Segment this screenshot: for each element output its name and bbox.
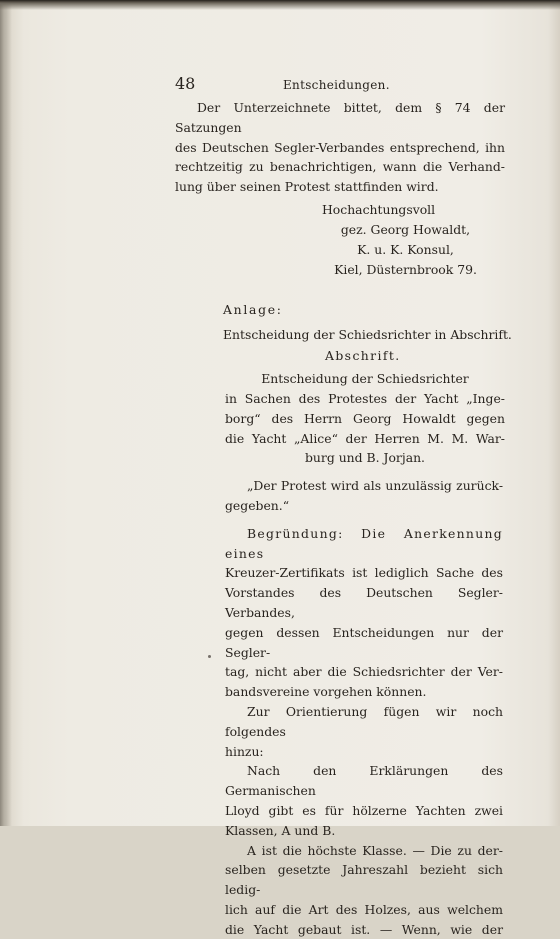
reason-line: lich auf die Art des Holzes, aus welchem [225, 901, 503, 917]
decision-line: in Sachen des Protestes der Yacht „Inge- [225, 390, 505, 406]
reason-line: die Yacht gebaut ist. — Wenn, wie der [225, 921, 503, 937]
letter-line: lung über seinen Protest stattfinden wird. [175, 179, 439, 195]
reason-line: Zur Orientierung fügen wir noch folgendes [225, 703, 503, 739]
letter-line: des Deutschen Segler-Verbandes entsprechend, ihn [175, 139, 505, 155]
page-number: 48 [175, 74, 196, 93]
decision-paragraph [225, 369, 505, 468]
reason-line: gegen dessen Entscheidungen nur der Segler- [225, 624, 503, 660]
reason-line: bandsvereine vorgehen können. [225, 684, 427, 700]
protest-line: „Der Protest wird als unzulässig zurück- [247, 478, 503, 494]
reason-line: Lloyd gibt es für hölzerne Yachten zwei [225, 802, 503, 818]
page-text [175, 74, 512, 939]
protest-line: gegeben.“ [225, 497, 290, 513]
reason-line: Klassen, A und B. [225, 822, 336, 838]
decision-line: borg“ des Herrn Georg Howaldt gegen [225, 410, 505, 426]
letter-line: rechtzeitig zu benachrichtigen, wann die Verhand- [175, 159, 505, 175]
reason-line: tag, nicht aber die Schiedsrichter der Ver- [225, 664, 503, 680]
copy-heading: Abschrift. [325, 348, 401, 364]
reason-line: Begründung: Die Anerkennung eines [225, 525, 503, 561]
reason-text [225, 524, 503, 939]
decision-title-line: Entscheidung der Schiedsrichter [261, 371, 469, 387]
reason-line: Nach den Erklärungen des Germanischen [225, 763, 503, 799]
anlage-label: Anlage: [223, 301, 283, 317]
running-title: Entscheidungen. [283, 78, 390, 92]
letter-line: Der Unterzeichnete bittet, dem § 74 der Satzungen [175, 100, 505, 135]
protest-paragraph [225, 476, 503, 516]
anlage-text: Entscheidung der Schiedsrichter in Abschrift. [223, 326, 512, 342]
reason-line: selben gesetzte Jahreszahl bezieht sich ledig- [225, 862, 503, 898]
salutation: Hochachtungsvoll [322, 201, 436, 217]
signature-line: K. u. K. Konsul, [357, 241, 454, 257]
reason-line: Kreuzer-Zertifikats ist lediglich Sache des [225, 565, 503, 581]
reason-line: A ist die höchste Klasse. — Die zu der- [247, 842, 503, 858]
reason-line: Vorstandes des Deutschen Segler-Verbandes, [225, 585, 503, 620]
signature-line: Kiel, Düsternbrook 79. [334, 261, 477, 277]
decision-line: die Yacht „Alice“ der Herren M. M. War- [225, 430, 505, 446]
signature-line: gez. Georg Howaldt, [340, 221, 471, 237]
page-header [175, 74, 505, 98]
letter-paragraph [175, 98, 505, 197]
binding-shadow [0, 0, 12, 826]
signature-block [333, 220, 478, 280]
reason-line: hinzu: [225, 743, 264, 759]
decision-line: burg und B. Jorjan. [304, 450, 426, 466]
top-scan-shadow [0, 0, 560, 10]
